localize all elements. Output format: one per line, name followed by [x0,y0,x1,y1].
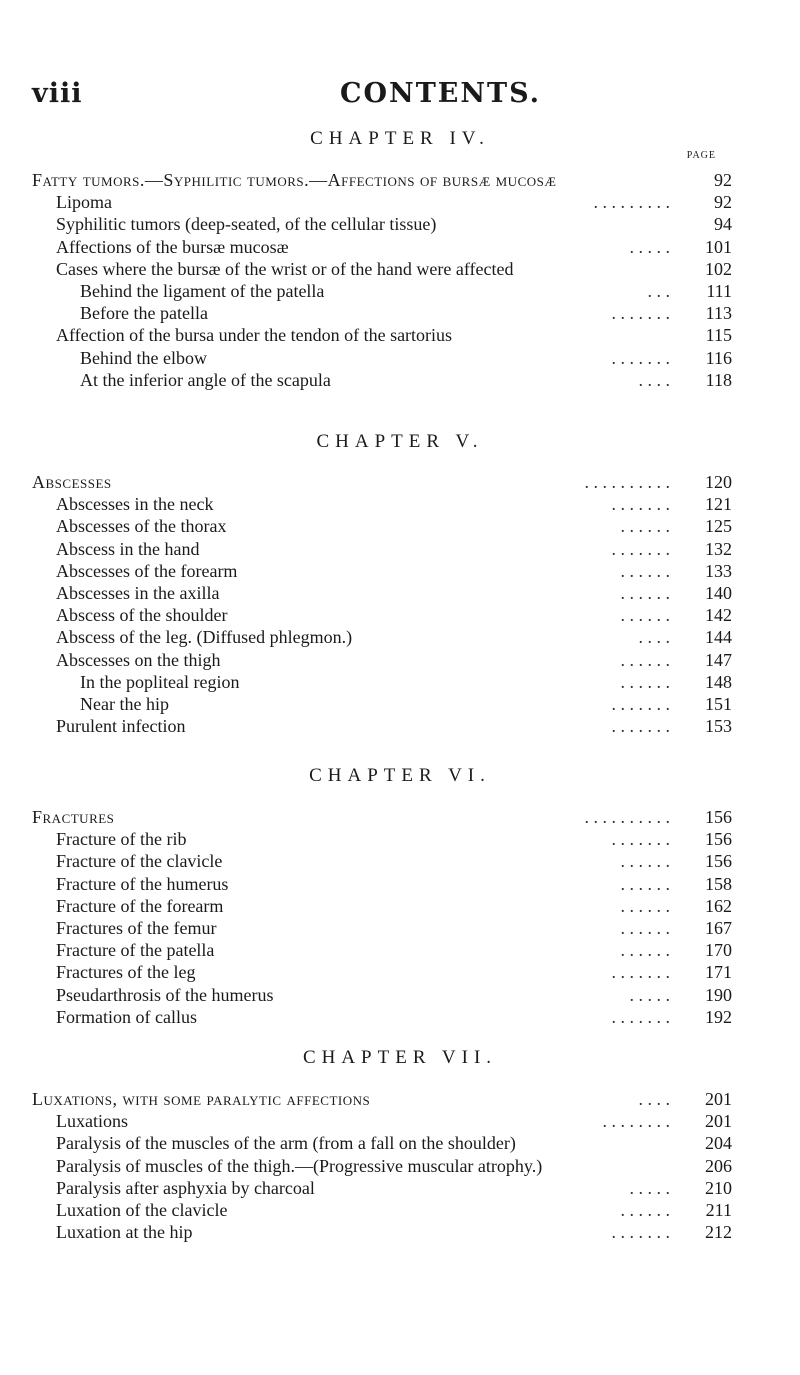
toc-entry-page: 115 [705,325,732,346]
toc-entry-page: 132 [705,538,732,559]
page-column-label: PAGE [686,150,716,161]
toc-entry-title: Abscesses in the axilla [56,583,220,603]
toc-entry [0,939,800,961]
toc-entry [0,471,800,493]
toc-entry-title: In the popliteal region [80,671,240,692]
toc-leader-dots: . . . . . . [620,873,670,894]
toc-entry-page: 147 [705,649,732,670]
toc-entry-page: 190 [705,984,732,1005]
toc-entry [0,1177,800,1199]
toc-entry-title: Formation of callus [56,1006,197,1027]
toc-entry-page: 101 [705,236,732,257]
toc-entry [0,493,800,515]
toc-entry [0,369,800,391]
toc-entry [0,258,800,280]
toc-entry [0,1110,800,1132]
toc-entry-page: 156 [705,829,732,850]
chapter-title: CHAPTER IV. [310,128,490,149]
toc-entry [0,873,800,895]
toc-entry-page: 92 [714,170,732,190]
toc-leader-dots: . . . . . . . [611,1006,670,1027]
toc-entry-page: 201 [705,1089,732,1109]
toc-entry-title: Fractures of the leg [56,962,196,983]
toc-entry-title: Behind the elbow [80,347,207,368]
toc-leader-dots: . . . . . . [620,918,670,938]
toc-entry [0,693,800,715]
toc-leader-dots: . . . . . [629,984,670,1005]
toc-leader-dots: . . . . [638,369,670,390]
toc-entry-page: 142 [705,605,732,626]
toc-entry [0,850,800,872]
toc-leader-dots: . . . . . . [620,940,670,961]
toc-entry-title: Abscess in the hand [56,538,200,559]
toc-leader-dots: . . . . . . . [611,829,670,850]
toc-entry-title: Luxations, with some paralytic affections [32,1089,371,1109]
toc-entry-title: Abscesses on the thigh [56,649,221,670]
toc-entry-page: 211 [705,1200,732,1220]
toc-leader-dots: . . . . . . . [611,347,670,368]
toc-leader-dots: . . . . [638,1089,670,1109]
toc-entry-title: Fractures [32,807,115,827]
toc-entry-page: 170 [705,940,732,961]
toc-entry [0,236,800,258]
toc-entry [0,1199,800,1221]
toc-entry-title: Fatty tumors.—Syphilitic tumors.—Affections of bursæ mucosæ [32,170,557,190]
toc-leader-dots: . . . . . . . [611,694,670,714]
toc-leader-dots: . . . . . . [620,851,670,872]
toc-entry [0,671,800,693]
toc-entry-title: Fractures of the femur [56,918,217,938]
toc-entry-page: 116 [705,347,732,368]
toc-entry-title: Behind the ligament of the patella [80,281,325,301]
toc-entry-page: 121 [705,494,732,515]
toc-entry-page: 171 [705,962,732,983]
toc-entry-page: 94 [714,214,732,235]
toc-leader-dots: . . . . . . . . [602,1111,670,1132]
toc-entry [0,917,800,939]
toc-leader-dots: . . . . . . [620,671,670,692]
toc-entry [0,582,800,604]
toc-entry-page: 102 [705,258,732,279]
toc-entry [0,560,800,582]
toc-entry [0,169,800,191]
toc-entry-title: Luxations [56,1111,128,1132]
toc-leader-dots: . . . . . . . [611,303,670,324]
toc-entry-page: 144 [705,627,732,648]
toc-entry-title: Cases where the bursæ of the wrist or of the hand were affected [56,258,514,279]
toc-entry-page: 210 [705,1177,732,1198]
toc-entry-page: 120 [705,472,732,492]
toc-leader-dots: . . . . . . . [611,716,670,737]
toc-entry-title: Luxation at the hip [56,1222,193,1243]
toc-leader-dots: . . . . . . [620,1200,670,1220]
toc-entry-title: Luxation of the clavicle [56,1200,228,1220]
toc-entry [0,715,800,737]
toc-entry-page: 92 [714,192,732,213]
toc-leader-dots: . . . . . [629,1177,670,1198]
toc-entry [0,280,800,302]
toc-entry [0,1132,800,1154]
toc-entry-title: Paralysis after asphyxia by charcoal [56,1177,315,1198]
toc-entry-page: 192 [705,1006,732,1027]
toc-entry-page: 151 [705,694,732,714]
toc-entry [0,538,800,560]
toc-entry-title: Before the patella [80,303,208,324]
toc-entry-page: 118 [705,369,732,390]
running-title: CONTENTS. [340,78,542,109]
toc-leader-dots: . . . . . . [620,516,670,537]
toc-leader-dots: . . . . . . . . . . [584,472,670,492]
toc-entry [0,213,800,235]
toc-entry-title: Abscess of the shoulder [56,605,228,626]
toc-entry [0,324,800,346]
toc-entry [0,191,800,213]
toc-entry-page: 156 [705,807,732,827]
toc-entry-title: Lipoma [56,192,112,213]
toc-entry-title: Abscesses of the forearm [56,560,238,581]
toc-entry-page: 156 [705,851,732,872]
toc-entry-title: Fracture of the humerus [56,873,229,894]
toc-leader-dots: . . . . . . . [611,494,670,515]
page-number: viii [32,78,83,109]
toc-entry-page: 158 [705,873,732,894]
toc-entry [0,984,800,1006]
toc-leader-dots: . . . . . . [620,895,670,916]
toc-entry [0,1155,800,1177]
toc-leader-dots: . . . . . . . [611,1222,670,1243]
toc-entry-page: 111 [706,281,732,301]
toc-leader-dots: . . . . . . [620,560,670,581]
toc-leader-dots: . . . . . . . . . . [584,807,670,827]
toc-leader-dots: . . . . . . . . . [593,192,670,213]
toc-entry-page: 153 [705,716,732,737]
toc-entry-page: 201 [705,1111,732,1132]
toc-entry [0,515,800,537]
page-header [32,78,800,118]
toc-leader-dots: . . . . . [629,236,670,257]
toc-entry-page: 204 [705,1133,732,1154]
toc-entry [0,895,800,917]
toc-leader-dots: . . . . . . . [611,962,670,983]
toc-leader-dots: . . . . . . [620,649,670,670]
toc-entry [0,604,800,626]
toc-entry-title: Paralysis of the muscles of the arm (from a fall on the shoulder) [56,1133,516,1154]
toc-entry-title: Paralysis of muscles of the thigh.—(Progressive muscular atrophy.) [56,1155,543,1176]
toc-entry-page: 212 [705,1222,732,1243]
toc-entry-title: Purulent infection [56,716,186,737]
toc-entry [0,347,800,369]
toc-entry-title: Abscesses in the neck [56,494,214,515]
toc-entry-page: 162 [705,895,732,916]
chapter-title: CHAPTER VI. [309,765,491,786]
toc-entry-title: Fracture of the clavicle [56,851,223,872]
toc-entry [0,1221,800,1243]
toc-entry-title: Affection of the bursa under the tendon of the sartorius [56,325,453,346]
toc-entry [0,302,800,324]
toc-entry-title: Near the hip [80,694,169,714]
toc-entry-page: 167 [705,918,732,938]
toc-entry-title: Abscess of the leg. (Diffused phlegmon.) [56,627,353,648]
toc-entry-title: Syphilitic tumors (deep-seated, of the cellular tissue) [56,214,437,235]
toc-entry [0,1006,800,1028]
toc-entry [0,828,800,850]
toc-leader-dots: . . . . [638,627,670,648]
toc-entry [0,649,800,671]
toc-entry-title: Fracture of the rib [56,829,187,850]
toc-entry-page: 148 [705,671,732,692]
toc-entry-page: 133 [705,560,732,581]
toc-leader-dots: . . . . . . . [611,538,670,559]
toc-entry-page: 140 [705,583,732,603]
toc-leader-dots: . . . . . . [620,583,670,603]
chapter-title: CHAPTER VII. [302,1047,498,1068]
toc-entry [0,1088,800,1110]
toc-entry-title: At the inferior angle of the scapula [80,369,331,390]
toc-entry-title: Abscesses [32,472,112,492]
toc-entry [0,961,800,983]
toc-entry-page: 113 [705,303,732,324]
toc-leader-dots: . . . . . . [620,605,670,626]
chapter-title: CHAPTER V. [316,431,484,452]
toc-entry-page: 125 [705,516,732,537]
toc-entry [0,806,800,828]
toc-entry-title: Abscesses of the thorax [56,516,227,537]
toc-entry [0,626,800,648]
toc-entry-title: Fracture of the patella [56,940,215,961]
toc-entry-title: Fracture of the forearm [56,895,224,916]
toc-leader-dots: . . . [647,281,670,301]
toc-entry-page: 206 [705,1155,732,1176]
toc-entry-title: Affections of the bursæ mucosæ [56,236,289,257]
toc-entry-title: Pseudarthrosis of the humerus [56,984,274,1005]
